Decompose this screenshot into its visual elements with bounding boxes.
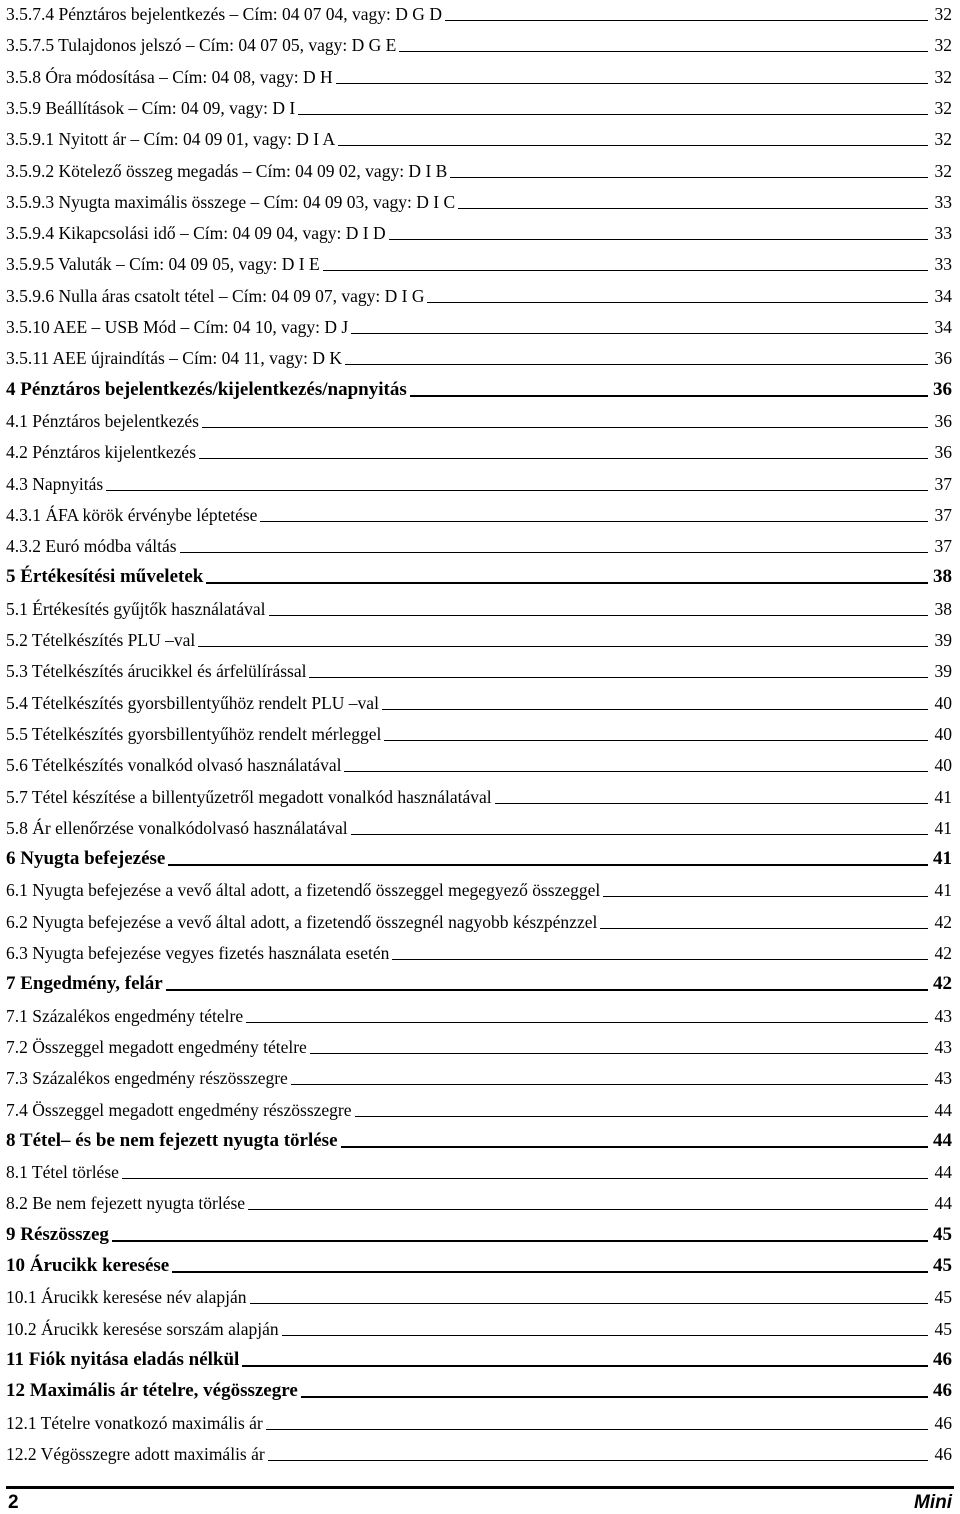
toc-entry-page: 32 [934,129,952,150]
toc-leader-line [450,176,928,178]
toc-entry-page: 44 [934,1099,952,1120]
toc-entry[interactable] [6,657,952,681]
toc-entry[interactable] [6,1127,952,1151]
toc-leader-line [399,50,928,52]
toc-entry-title: 3.5.9.4 Kikapcsolási idő – Cím: 04 09 04, vagy: D I D [6,223,386,244]
toc-leader-line [495,802,928,804]
toc-entry-title: 5.3 Tételkészítés árucikkel és árfelülírással [6,661,307,682]
toc-entry-title: 6.3 Nyugta befejezése vegyes fizetés használata esetén [6,943,390,963]
toc-entry[interactable] [6,407,952,431]
toc-leader-line [291,1083,928,1085]
toc-entry-title: 9 Részösszeg [6,1223,109,1245]
toc-entry-page: 42 [934,911,952,932]
toc-leader-line [384,739,928,741]
toc-leader-line [106,489,928,491]
toc-entry[interactable] [6,563,952,587]
toc-leader-line [269,614,928,616]
toc-entry-page: 44 [934,1193,952,1214]
toc-entry-page: 32 [934,35,952,56]
toc-entry-page: 33 [934,191,952,212]
toc-entry[interactable] [6,1002,952,1026]
toc-entry-page: 38 [933,566,952,588]
toc-entry[interactable] [6,1440,952,1464]
toc-entry-title: 12 Maximális ár tételre, végösszegre [6,1380,298,1402]
toc-leader-line [600,927,928,929]
toc-entry-title: 12.1 Tételre vonatkozó maximális ár [6,1412,263,1433]
toc-entry-title: 5.5 Tételkészítés gyorsbillentyűhöz rendelt mérleggel [6,723,382,744]
toc-entry-title: 4.3 Napnyitás [6,473,104,494]
toc-leader-line [166,988,928,991]
toc-entry[interactable] [6,1409,952,1433]
toc-entry[interactable] [6,689,952,713]
toc-entry-title: 12.2 Végösszegre adott maximális ár [6,1443,265,1464]
toc-entry[interactable] [6,1158,952,1182]
toc-entry-title: 3.5.8 Óra módosítása – Cím: 04 08, vagy: D H [6,66,333,87]
toc-entry-title: 5 Értékesítési műveletek [6,566,204,588]
toc-entry[interactable] [6,31,952,55]
toc-entry[interactable] [6,250,952,274]
toc-leader-line [341,1145,928,1148]
toc-entry[interactable] [6,1252,952,1276]
toc-entry-page: 40 [934,723,952,744]
toc-entry-page: 36 [934,442,952,463]
toc-entry-page: 36 [934,348,952,369]
toc-entry-page: 39 [934,661,952,682]
toc-entry[interactable] [6,219,952,243]
toc-entry-page: 37 [934,504,952,525]
toc-entry[interactable] [6,376,952,400]
toc-entry-page: 43 [934,1068,952,1089]
toc-entry-title: 7.4 Összeggel megadott engedmény részösszegre [6,1099,352,1120]
toc-leader-line [345,363,928,365]
footer-divider [6,1486,954,1489]
toc-entry[interactable] [6,1064,952,1088]
toc-entry-title: 7.3 Százalékos engedmény részösszegre [6,1068,288,1089]
toc-leader-line [389,238,928,240]
toc-entry-title: 3.5.9.6 Nulla áras csatolt tétel – Cím: 04 09 07, vagy: D I G [6,285,425,306]
toc-entry[interactable] [6,1377,952,1401]
toc-entry-title: 8 Tétel– és be nem fejezett nyugta törlése [6,1129,338,1151]
toc-entry-page: 45 [933,1223,952,1245]
toc-entry-title: 5.4 Tételkészítés gyorsbillentyűhöz rendelt PLU –val [6,692,379,713]
toc-leader-line [172,1270,928,1273]
toc-entry-page: 43 [934,1036,952,1057]
toc-entry-title: 4.3.1 ÁFA körök érvénybe léptetése [6,504,258,525]
toc-entry-page: 43 [934,1005,952,1026]
toc-leader-line [392,958,928,960]
toc-entry-title: 4 Pénztáros bejelentkezés/kijelentkezés/napnyitás [6,378,407,400]
footer-brand-label: Mini [914,1492,952,1513]
toc-entry-page: 38 [934,598,952,619]
toc-entry[interactable] [6,532,952,556]
toc-leader-line [603,895,928,897]
toc-leader-line [246,1021,928,1023]
toc-leader-line [202,426,928,428]
toc-entry[interactable] [6,282,952,306]
toc-leader-line [260,520,928,522]
footer-page-number: 2 [8,1492,19,1513]
toc-leader-line [336,82,928,84]
toc-entry-page: 44 [934,1162,952,1183]
toc-entry-page: 32 [934,66,952,87]
toc-leader-line [180,551,928,553]
toc-entry[interactable] [6,1221,952,1245]
toc-entry[interactable] [6,470,952,494]
toc-entry-title: 10 Árucikk keresése [6,1255,170,1276]
toc-entry-title: 7.1 Százalékos engedmény tételre [6,1005,244,1026]
toc-entry-page: 41 [933,848,952,870]
toc-entry-title: 6 Nyugta befejezése [6,848,166,870]
toc-entry[interactable] [6,1283,952,1307]
toc-entry[interactable] [6,939,952,963]
toc-entry[interactable] [6,751,952,775]
toc-entry-title: 5.1 Értékesítés gyűjtők használatával [6,598,266,619]
toc-entry-page: 36 [934,410,952,431]
toc-entry[interactable] [6,783,952,807]
toc-entry-page: 44 [933,1129,952,1151]
toc-entry[interactable] [6,125,952,149]
toc-leader-line [351,833,928,835]
toc-entry[interactable] [6,595,952,619]
toc-entry-page: 42 [934,943,952,963]
toc-entry-title: 3.5.9.5 Valuták – Cím: 04 09 05, vagy: D I E [6,254,320,275]
toc-entry-page: 40 [934,692,952,713]
toc-entry-page: 32 [934,4,952,24]
toc-entry-page: 46 [933,1380,952,1402]
toc-leader-line [198,645,928,647]
toc-entry-title: 5.8 Ár ellenőrzése vonalkódolvasó használatával [6,817,348,838]
toc-entry-title: 3.5.11 AEE újraindítás – Cím: 04 11, vagy: D K [6,348,343,369]
toc-entry[interactable] [6,876,952,900]
toc-entry[interactable] [6,720,952,744]
toc-entry[interactable] [6,188,952,212]
toc-entry-page: 45 [933,1255,952,1276]
toc-entry[interactable] [6,1189,952,1213]
toc-leader-line [351,332,928,334]
toc-entry[interactable] [6,438,952,462]
toc-entry[interactable] [6,1033,952,1057]
toc-leader-line [410,394,928,397]
toc-entry-title: 3.5.9.3 Nyugta maximális összege – Cím: 04 09 03, vagy: D I C [6,191,456,212]
toc-entry-page: 33 [934,223,952,244]
toc-entry-title: 3.5.7.5 Tulajdonos jelszó – Cím: 04 07 05, vagy: D G E [6,35,397,56]
toc-entry-page: 39 [934,630,952,650]
toc-entry[interactable] [6,814,952,838]
toc-entry[interactable] [6,970,952,994]
toc-entry[interactable] [6,501,952,525]
toc-leader-line [248,1208,928,1210]
toc-entry-title: 7 Engedmény, felár [6,973,163,995]
toc-leader-line [206,581,928,584]
toc-leader-line [250,1302,928,1304]
toc-entry[interactable] [6,1315,952,1339]
toc-entry-title: 4.3.2 Euró módba váltás [6,536,177,557]
toc-entry-page: 45 [934,1287,952,1308]
toc-entry-page: 41 [934,817,952,838]
toc-entry[interactable] [6,1096,952,1120]
toc-leader-line [355,1115,928,1117]
toc-entry[interactable] [6,344,952,368]
toc-entry[interactable] [6,1346,952,1370]
toc-entry-page: 33 [934,254,952,275]
toc-entry-title: 11 Fiók nyitása eladás nélkül [6,1348,240,1370]
toc-leader-line [338,144,928,146]
toc-leader-line [458,207,928,209]
toc-entry-title: 8.1 Tétel törlése [6,1162,119,1183]
toc-entry[interactable] [6,0,952,24]
toc-entry-page: 37 [934,473,952,494]
toc-entry-page: 32 [934,160,952,181]
toc-entry-page: 34 [934,285,952,306]
toc-leader-line [309,676,928,678]
toc-entry-title: 10.1 Árucikk keresése név alapján [6,1287,247,1308]
toc-entry-title: 8.2 Be nem fejezett nyugta törlése [6,1193,246,1214]
toc-entry-title: 6.1 Nyugta befejezése a vevő által adott, a fizetendő összeggel megegyező összeggel [6,880,601,901]
toc-leader-line [382,708,928,710]
toc-entry[interactable] [6,63,952,87]
toc-entry-title: 3.5.10 AEE – USB Mód – Cím: 04 10, vagy: D J [6,317,349,337]
toc-entry-title: 10.2 Árucikk keresése sorszám alapján [6,1318,279,1339]
toc-leader-line [310,1052,928,1054]
toc-entry-page: 42 [933,973,952,995]
toc-entry-title: 5.2 Tételkészítés PLU –val [6,630,196,650]
toc-leader-line [427,301,928,303]
toc-leader-line [168,863,928,866]
toc-entry-title: 4.1 Pénztáros bejelentkezés [6,410,199,431]
toc-entry-title: 5.7 Tétel készítése a billentyűzetről megadott vonalkód használatával [6,786,492,807]
toc-entry-title: 3.5.9.1 Nyitott ár – Cím: 04 09 01, vagy: D I A [6,129,336,150]
toc-leader-line [268,1459,928,1461]
toc-entry-title: 6.2 Nyugta befejezése a vevő által adott, a fizetendő összegnél nagyobb készpénzzel [6,911,598,932]
toc-entry-page: 40 [934,755,952,776]
toc-leader-line [301,1395,928,1398]
toc-leader-line [445,19,928,21]
toc-entry-title: 5.6 Tételkészítés vonalkód olvasó használatával [6,755,342,776]
toc-entry-page: 41 [934,880,952,901]
toc-entry-page: 45 [934,1318,952,1339]
toc-entry-title: 4.2 Pénztáros kijelentkezés [6,442,197,463]
toc-entry-title: 3.5.9 Beállítások – Cím: 04 09, vagy: D I [6,97,296,118]
toc-leader-line [242,1364,928,1367]
toc-entry-page: 37 [934,536,952,557]
toc-leader-line [266,1428,928,1430]
toc-entry[interactable] [6,626,952,650]
toc-entry[interactable] [6,313,952,337]
toc-leader-line [344,770,928,772]
toc-entry-page: 34 [934,317,952,337]
toc-leader-line [122,1177,928,1179]
toc-entry[interactable] [6,845,952,869]
toc-entry-page: 41 [934,786,952,807]
toc-leader-line [323,269,928,271]
toc-entry-page: 36 [933,378,952,400]
toc-leader-line [282,1334,928,1336]
toc-entry-title: 3.5.7.4 Pénztáros bejelentkezés – Cím: 04 07 04, vagy: D G D [6,4,442,24]
toc-entry-page: 46 [934,1443,952,1464]
toc-entry-title: 7.2 Összeggel megadott engedmény tételre [6,1036,307,1057]
toc-leader-line [112,1239,928,1242]
toc-entry[interactable] [6,908,952,932]
toc-entry-title: 3.5.9.2 Kötelező összeg megadás – Cím: 04 09 02, vagy: D I B [6,160,448,181]
toc-entry-page: 46 [934,1412,952,1433]
toc-leader-line [199,457,928,459]
toc-entry-page: 46 [933,1348,952,1370]
toc-leader-line [298,113,928,115]
toc-entry[interactable] [6,157,952,181]
toc-entry[interactable] [6,94,952,118]
toc-entry-page: 32 [934,97,952,118]
